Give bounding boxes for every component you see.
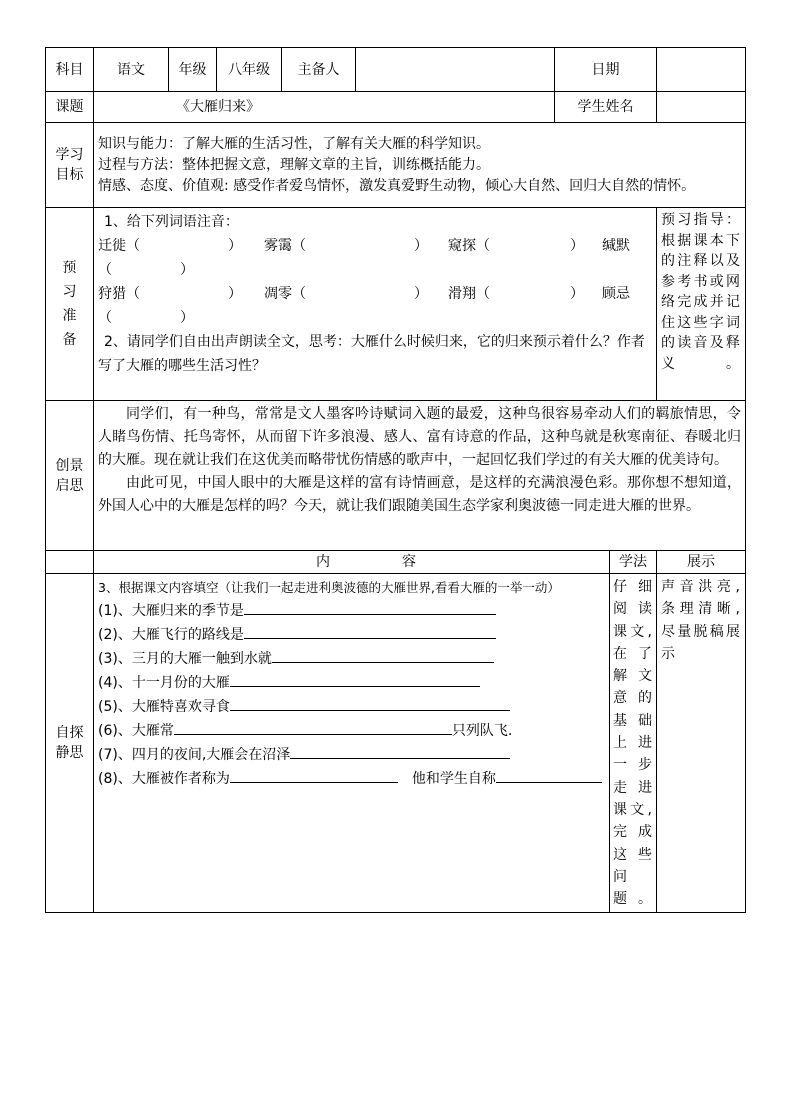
preview-q1: 1、给下列词语注音：	[104, 214, 239, 230]
show-header: 展示	[657, 551, 746, 574]
paren: ）	[228, 238, 242, 254]
fill-item-text: (6)、大雁常	[98, 723, 174, 739]
answer-blank[interactable]	[272, 647, 494, 663]
explore-label	[46, 574, 94, 913]
method-text: 仔细阅读课文,在了解文意的基础上进一步走进课文,完成这些问题。	[610, 574, 657, 913]
date-value	[657, 48, 746, 92]
fill-item-text: (1)、大雁归来的季节是	[98, 603, 244, 619]
paren: ）	[570, 238, 584, 254]
fill-item-mid: 他和学生自称	[411, 771, 496, 787]
fill-item-text: (2)、大雁飞行的路线是	[98, 627, 244, 643]
paren: ）	[414, 286, 428, 302]
grade-value: 八年级	[217, 48, 282, 92]
intro-label	[46, 401, 94, 551]
fill-item-text: (7)、四月的夜间,大雁会在沼泽	[98, 747, 291, 763]
answer-blank[interactable]	[174, 719, 452, 735]
answer-blank[interactable]	[230, 695, 510, 711]
paren: （	[98, 262, 112, 278]
word-qianxi: 迁徙（	[98, 238, 140, 254]
preview-guide: 预习指导：根据课本下的注释以及参考书或网络完成并记住这些字词的读音及释义。	[657, 208, 746, 401]
fill-item-text: (8)、大雁被作者称为	[98, 771, 230, 787]
goal-line: 知识与能力：了解大雁的生活习性，了解有关大雁的科学知识。	[98, 135, 490, 152]
paren: （	[98, 310, 112, 326]
fill-item	[98, 599, 605, 623]
intro-paragraph-2: 由此可见，中国人眼中的大雁是这样的富有诗情画意，是这样的充满浪漫色彩。那你想不想知道，外国人心中的大雁是怎样的吗？今天，就让我们跟随美国生态学家利奥波德一同走进大雁的世界。	[98, 475, 741, 514]
answer-blank[interactable]	[244, 599, 496, 615]
word-huaxiang: 滑翔（	[448, 286, 490, 302]
answer-blank[interactable]	[244, 623, 496, 639]
preview-q2: 2、请同学们自由出声朗读全文，思考：大雁什么时候归来，它的归来预示着什么？作者写了大雁的哪些生活习性？	[98, 334, 645, 374]
preview-label	[46, 208, 94, 401]
paren: ）	[570, 286, 584, 302]
method-header: 学法	[610, 551, 657, 574]
preview-label-text: 预习准备	[62, 260, 77, 348]
lesson-table	[45, 47, 746, 913]
paren: ）	[180, 262, 194, 278]
answer-blank[interactable]	[230, 767, 398, 783]
fill-item	[98, 767, 605, 791]
paren: ）	[228, 286, 242, 302]
fill-item	[98, 671, 605, 695]
topic-label: 课题	[46, 92, 94, 123]
explore-content	[94, 574, 610, 913]
goals-content	[94, 123, 746, 208]
preparer-label: 主备人	[282, 48, 356, 92]
preview-content	[94, 208, 657, 401]
word-jianmo: 缄默	[602, 238, 630, 254]
subject-label: 科目	[46, 48, 94, 92]
fill-item-text: (5)、大雁特喜欢寻食	[98, 699, 230, 715]
student-name-label: 学生姓名	[555, 92, 657, 123]
show-text: 声音洪亮,条理清晰,尽量脱稿展示	[657, 574, 746, 913]
explore-label-text: 自探静思	[55, 725, 84, 762]
answer-blank[interactable]	[496, 767, 602, 783]
word-diaoling: 凋零（	[264, 286, 306, 302]
answer-blank[interactable]	[230, 671, 480, 687]
explore-q3: 3、根据课文内容填空（让我们一起走进利奥波德的大雁世界,看看大雁的一举一动）	[98, 580, 560, 595]
goals-label	[46, 123, 94, 208]
goal-line: 过程与方法：整体把握文意，理解文章的主旨，训练概括能力。	[98, 156, 490, 173]
word-guji: 顾忌	[602, 286, 630, 302]
content-header	[94, 551, 610, 574]
subject-value: 语文	[94, 48, 169, 92]
student-name-value	[657, 92, 746, 123]
preparer-value	[356, 48, 555, 92]
content-header-1: 内	[316, 554, 330, 570]
pinyin-row-2b	[98, 306, 652, 330]
goals-label-text: 学习目标	[55, 147, 84, 183]
intro-label-text: 创景启思	[55, 457, 84, 494]
pinyin-row-1	[98, 234, 652, 258]
date-label: 日期	[555, 48, 657, 92]
answer-blank[interactable]	[290, 743, 510, 759]
content-header-2: 容	[402, 554, 416, 570]
intro-content	[94, 401, 746, 551]
pinyin-row-2	[98, 282, 652, 306]
topic-text: 《大雁归来》	[176, 99, 260, 115]
fill-item	[98, 647, 605, 671]
paren: ）	[180, 310, 194, 326]
header-empty	[46, 551, 94, 574]
fill-item-tail: 只列队飞.	[451, 723, 513, 739]
lesson-plan	[45, 47, 745, 913]
word-wuai: 雾霭（	[264, 238, 306, 254]
pinyin-row-1b	[98, 258, 652, 282]
goal-line: 情感、态度、价值观: 感受作者爱鸟情怀，激发真爱野生动物，倾心大自然、回归大自然的情怀。	[98, 177, 696, 194]
word-shoulie: 狩猎（	[98, 286, 140, 302]
paren: ）	[414, 238, 428, 254]
fill-item-text: (3)、三月的大雁一触到水就	[98, 651, 272, 667]
fill-item	[98, 743, 605, 767]
grade-label: 年级	[169, 48, 217, 92]
fill-item	[98, 719, 605, 743]
fill-item-text: (4)、十一月份的大雁	[98, 675, 230, 691]
fill-item	[98, 623, 605, 647]
word-kuitan: 窥探（	[448, 238, 490, 254]
fill-item	[98, 695, 605, 719]
topic-value	[94, 92, 555, 123]
intro-paragraph-1: 同学们，有一种鸟，常常是文人墨客吟诗赋词入题的最爱，这种鸟很容易牵动人们的羁旅情思，令人睹鸟伤情、托鸟寄怀，从而留下许多浪漫、感人、富有诗意的作品，这种鸟就是秋寒南征、春暖北归的大雁。现在就让我们在这优美而略带忧伤情感的歌声中，一起回忆我们学过的有关大雁的优美诗句。	[98, 406, 741, 468]
